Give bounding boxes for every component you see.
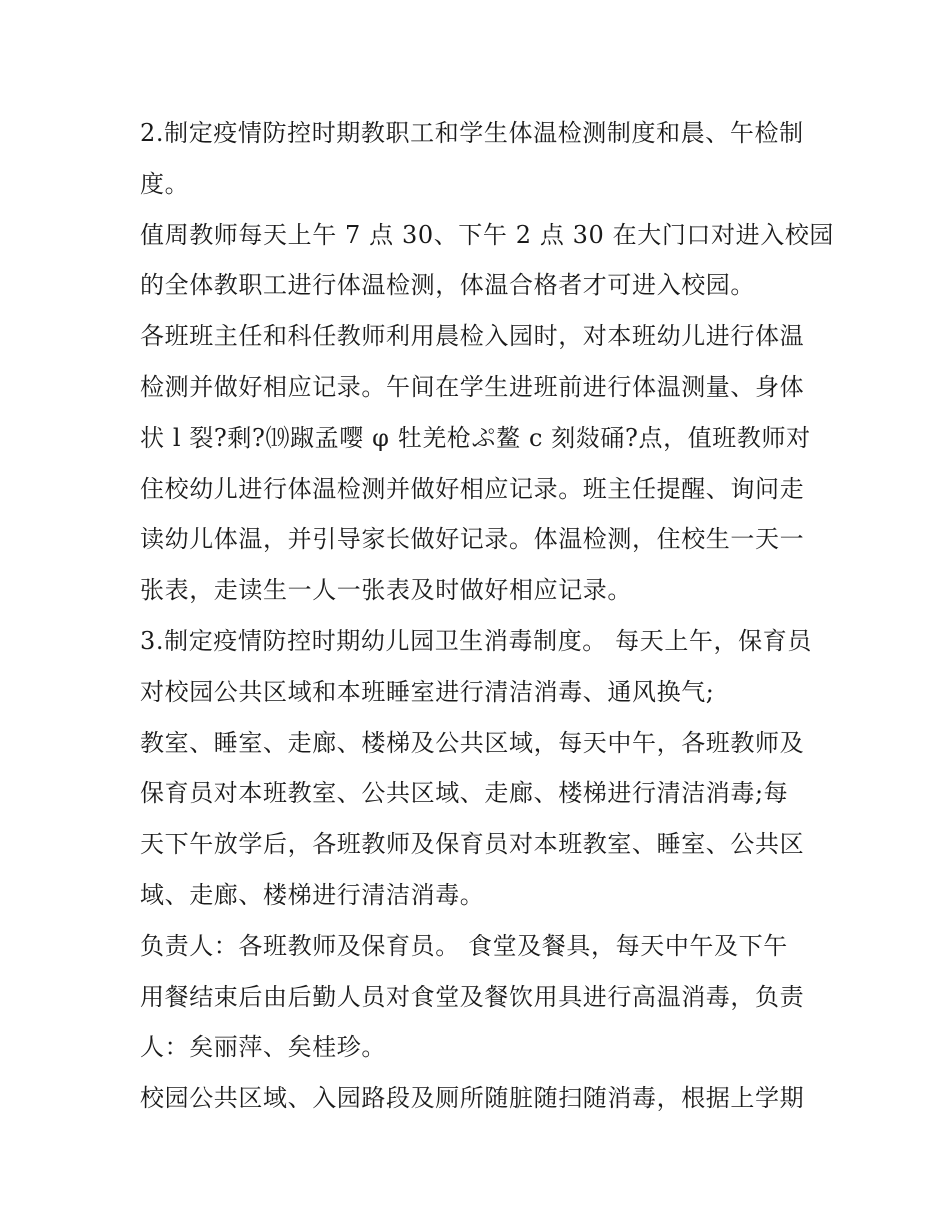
text-line: 2.制定疫情防控时期教职工和学生体温检测制度和晨、午检制	[140, 119, 804, 147]
text-line: 住校幼儿进行体温检测并做好相应记录。班主任提醒、询问走	[140, 474, 805, 503]
text-line: 状 l 裂?剩?⒆踧孟嘤 φ 牡羌枪ぷ鳌 c 刻敥硧?点，值班教师对	[140, 423, 811, 452]
text-line: 天下午放学后，各班教师及保育员对本班教室、睡室、公共区	[140, 830, 805, 859]
text-line: 负责人：各班教师及保育员。 食堂及餐具，每天中午及下午	[140, 931, 788, 960]
text-line: 读幼儿体温，并引导家长做好记录。体温检测，住校生一天一	[140, 525, 805, 554]
text-line: 3.制定疫情防控时期幼儿园卫生消毒制度。 每天上午，保育员	[140, 626, 812, 655]
text-line: 张表，走读生一人一张表及时做好相应记录。	[140, 576, 632, 605]
text-line: 度。	[140, 169, 190, 198]
text-line: 对校园公共区域和本班睡室进行清洁消毒、通风换气;	[140, 677, 715, 706]
text-line: 校园公共区域、入园路段及厕所随脏随扫随消毒，根据上学期	[140, 1084, 805, 1113]
document-page	[140, 108, 835, 1124]
text-line: 各班班主任和科任教师利用晨检入园时，对本班幼儿进行体温	[140, 322, 805, 351]
text-line: 教室、睡室、走廊、楼梯及公共区域，每天中午，各班教师及	[140, 728, 805, 757]
text-line: 域、走廊、楼梯进行清洁消毒。	[140, 880, 485, 909]
text-line: 的全体教职工进行体温检测，体温合格者才可进入校园。	[140, 271, 755, 300]
text-line: 检测并做好相应记录。午间在学生进班前进行体温测量、身体	[140, 372, 805, 401]
text-line: 用餐结束后由后勤人员对食堂及餐饮用具进行高温消毒，负责	[140, 982, 805, 1011]
text-line: 保育员对本班教室、公共区域、走廊、楼梯进行清洁消毒;每	[140, 779, 789, 808]
text-line: 值周教师每天上午 7 点 30、下午 2 点 30 在大门口对进入校园	[140, 220, 835, 249]
text-line: 人：矣丽萍、矣桂珍。	[140, 1033, 386, 1062]
